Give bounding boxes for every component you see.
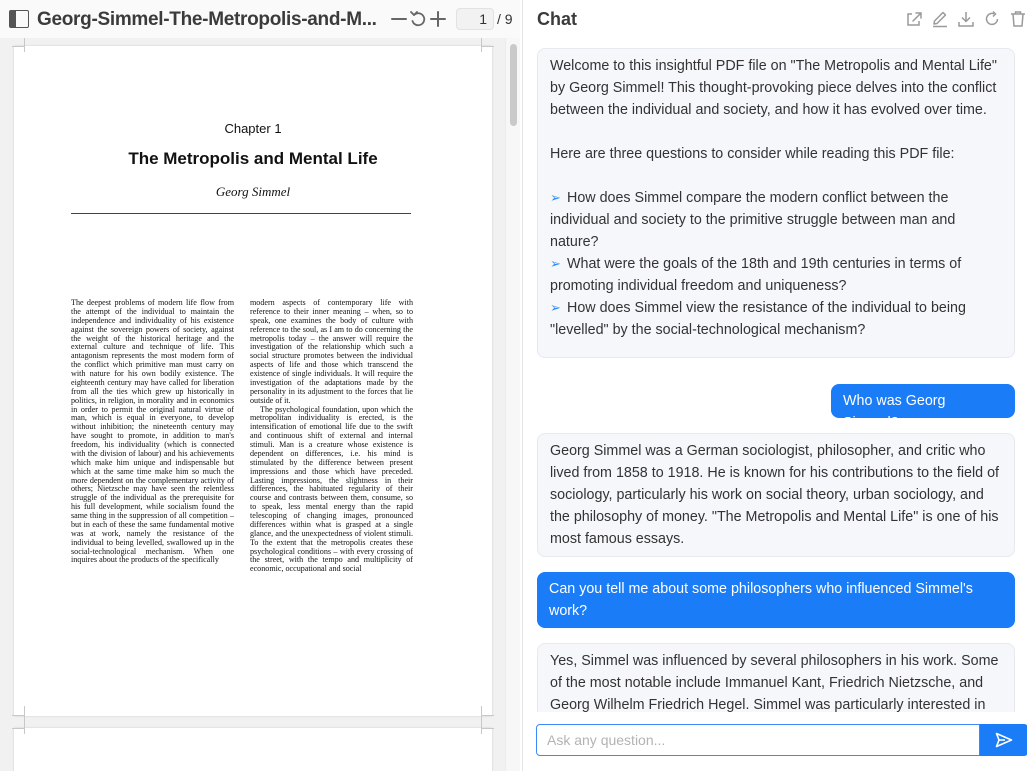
trash-icon[interactable]	[1009, 10, 1027, 28]
page-total-label: / 9	[497, 11, 513, 27]
edit-icon[interactable]	[931, 10, 949, 28]
zoom-out-icon[interactable]	[390, 9, 408, 29]
suggested-question-text: How does Simmel view the resistance of the individual to being "levelled" by the social-technological mechanism?	[550, 300, 966, 338]
pdf-toolbar	[0, 0, 520, 38]
sidebar-toggle-icon[interactable]	[9, 10, 29, 28]
chapter-label: Chapter 1	[224, 121, 282, 136]
assistant-message	[537, 433, 1015, 557]
user-message-text: Can you tell me about some philosophers who influenced Simmel's work?	[549, 581, 973, 619]
refresh-icon[interactable]	[983, 10, 1001, 28]
crop-mark	[481, 38, 482, 52]
crop-mark	[482, 715, 494, 716]
welcome-lead: Here are three questions to consider while reading this PDF file:	[550, 146, 955, 162]
chapter-title: The Metropolis and Mental Life	[128, 149, 378, 168]
pdf-document-title: Georg-Simmel-The-Metropolis-and-M...	[37, 9, 377, 30]
suggested-question-text: What were the goals of the 18th and 19th centuries in terms of promoting individual freedom and uniqueness?	[550, 256, 962, 294]
assistant-message-text: Yes, Simmel was influenced by several philosophers in his work. Some of the most notable include Immanuel Kant, Friedrich Nietzsche, and Georg Wilhelm Friedrich Hegel. Simmel was particularly interested in	[550, 653, 999, 712]
assistant-message	[537, 643, 1015, 712]
pdf-scrollbar-thumb[interactable]	[510, 44, 517, 126]
chat-input-bar	[523, 712, 1027, 771]
pdf-scroll-area[interactable]	[0, 38, 505, 771]
paragraph: The deepest problems of modern life flow from the attempt of the individual to maintain the independence and individuality of his existence against the sovereign powers of society, against the weight of the historical heritage and the external culture and technique of life. This antagonism represents the most modern form of the conflict which primitive man must carry on with nature for his own bodily existence. The eighteenth century may have called for liberation from all the ties which grew up historically in politics, in religion, in morality and in economics in order to permit the original natural virtue of man, which is equal in everyone, to develop without inhibition; the nineteenth century may have sought to promote, in addition to man's freedom, his individuality (which is connected with the division of labour) and his achievements which make him unique and indispensable but which at the same time make him so much the more dependent on the complementary activity of others; Nietzsche may have seen the relentless struggle of the individual as the prerequisite for his full development, while socialism found the same thing in the suppression of all competition – but in each of these the same fundamental motive was at work, namely the resistance of the individual to being levelled, swallowed up in the social-technological mechanism. When one inquires about the products of the specifically	[71, 298, 234, 565]
paragraph: The psychological foundation, upon which the metropolitan individuality is erected, is the intensification of emotional life due to the swift and continuous shift of external and internal stimuli. Man is a creature whose existence is dependent on differences, i.e. his mind is stimulated by the difference between present impressions and those which have preceded. Lasting impressions, the slightness in their differences, the habituated regularity of their course and contrasts between them, consume, so to speak, less mental energy than the rapid telescoping of changing images, pronounced differences within what is grasped at a single glance, and the unexpectedness of violent stimuli. To the extent that the metropolis creates these psychological conditions – with every crossing of the street, with the tempo and multiplicity of economic, occupational and social	[250, 404, 413, 574]
text-column-right	[250, 299, 413, 574]
pdf-page-next	[14, 728, 492, 771]
user-message	[537, 572, 1015, 628]
pdf-page	[14, 46, 492, 716]
paragraph: modern aspects of contemporary life with reference to their inner meaning – when, so to speak, one examines the body of culture with reference to the soul, as I am to do concerning the metropolis today – the answer will require the investigation of the relationship which such a social structure promotes between the individual aspects of life and those which transcend the existence of single individuals. It will require the investigation of the adaptations made by the personality in its adjustment to the forces that lie outside of it.	[250, 298, 413, 405]
send-arrow-icon: ➢	[550, 190, 561, 205]
pdf-scrollbar[interactable]	[505, 38, 520, 771]
send-arrow-icon: ➢	[550, 256, 561, 271]
send-button[interactable]	[980, 724, 1027, 756]
title-divider	[71, 213, 411, 214]
author-name: Georg Simmel	[215, 184, 291, 199]
crop-mark	[24, 720, 25, 734]
zoom-in-icon[interactable]	[429, 9, 447, 29]
suggested-question-text: How does Simmel compare the modern conflict between the individual and society to the primitive struggle between man and nature?	[550, 190, 956, 250]
assistant-message-welcome	[537, 48, 1015, 358]
suggested-question[interactable]	[550, 297, 1002, 341]
crop-mark	[24, 38, 25, 52]
chat-input[interactable]	[536, 724, 980, 756]
user-message	[831, 384, 1015, 431]
crop-mark	[482, 46, 494, 47]
chat-header	[523, 0, 1027, 38]
suggested-question[interactable]	[550, 187, 1002, 253]
chat-pane	[522, 0, 1027, 771]
crop-mark	[12, 728, 24, 729]
text-column-left	[71, 299, 234, 565]
welcome-intro: Welcome to this insightful PDF file on "The Metropolis and Mental Life" by Georg Simmel! This thought-provoking piece delves into the conflict between the individual and society, and how it has evolved over time.	[550, 58, 997, 118]
user-message-text: Who was Georg Simmel?	[843, 393, 946, 431]
share-icon[interactable]	[905, 10, 923, 28]
chat-title: Chat	[537, 9, 577, 29]
crop-mark	[481, 720, 482, 734]
send-arrow-icon: ➢	[550, 300, 561, 315]
chat-message-list[interactable]	[523, 38, 1027, 712]
crop-mark	[12, 46, 24, 47]
download-icon[interactable]	[957, 10, 975, 28]
assistant-message-text: Georg Simmel was a German sociologist, philosopher, and critic who lived from 1858 to 1918. He is known for his contributions to the field of sociology, particularly his work on social theory, urban sociology, and the philosophy of money. "The Metropolis and Mental Life" is one of his most famous essays.	[550, 443, 1000, 547]
suggested-question[interactable]	[550, 253, 1002, 297]
page-number-input[interactable]	[456, 8, 494, 30]
send-icon	[995, 732, 1013, 748]
crop-mark	[482, 728, 494, 729]
crop-mark	[12, 715, 24, 716]
reset-zoom-icon[interactable]	[409, 9, 427, 29]
